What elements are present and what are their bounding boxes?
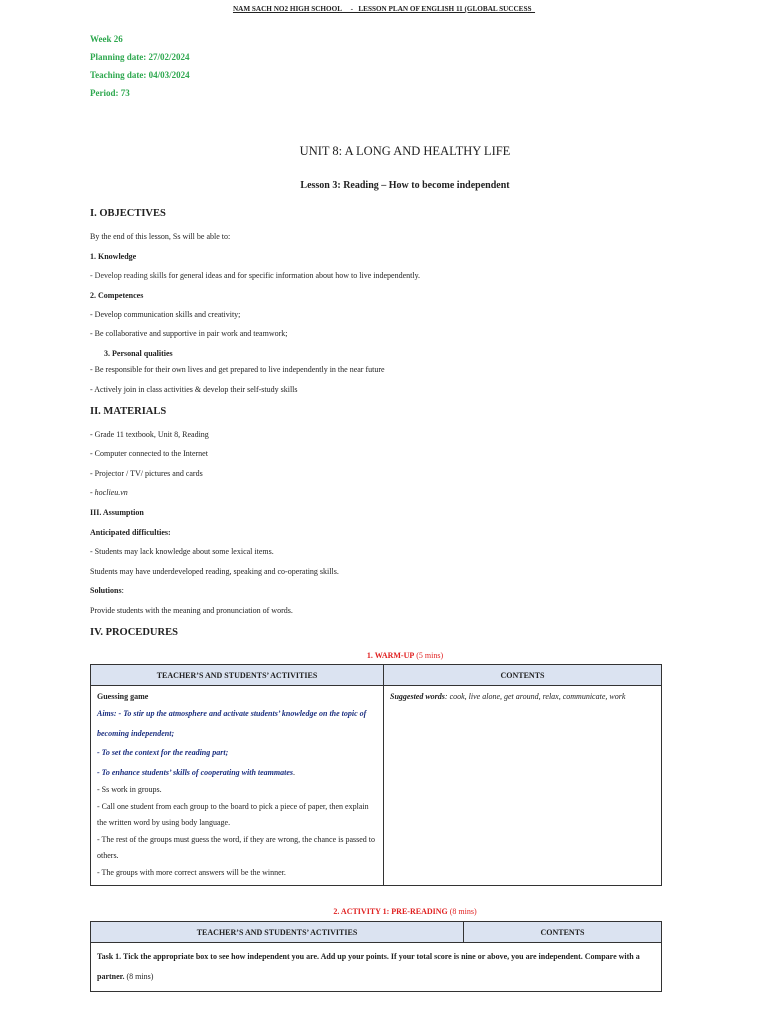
step-3b: others. [97, 851, 119, 860]
lesson-subtitle: Lesson 3: Reading – How to become independent [300, 180, 510, 191]
material-item-1: - Grade 11 textbook, Unit 8, Reading [90, 430, 209, 439]
suggested-list: : cook, live alone, get around, relax, communicate, work [444, 692, 626, 701]
warmup-col-activities: TEACHER’S AND STUDENTS’ ACTIVITIES [91, 665, 384, 686]
suggested-label: Suggested words [390, 692, 445, 701]
week-label: Week 26 [90, 34, 123, 44]
material-item-3: - Projector / TV/ pictures and cards [90, 469, 203, 478]
procedures-heading: IV. PROCEDURES [90, 627, 178, 638]
material-item-4-site: hoclieu.vn [94, 488, 128, 497]
prereading-table [90, 921, 662, 992]
document-header: NAM SACH NO2 HIGH SCHOOL - LESSON PLAN OF ENGLISH 11 (GLOBAL SUCCESS [232, 5, 536, 13]
step-2b: the written word by using body language. [97, 818, 231, 827]
step-1: - Ss work in groups. [97, 785, 162, 794]
competences-heading: 2. Competences [90, 291, 144, 300]
assumption-heading: III. Assumption [90, 508, 144, 517]
period-label: Period: 73 [90, 88, 130, 98]
solutions-heading [90, 586, 124, 595]
game-name: Guessing game [97, 692, 149, 701]
warmup-col-contents: CONTENTS [384, 665, 662, 686]
aims-line-1: Aims: - To stir up the atmosphere and activate students’ knowledge on the topic of [97, 709, 367, 718]
material-item-4-prefix: - [90, 488, 95, 497]
competence-item-2: - Be collaborative and supportive in pair work and teamwork; [90, 329, 288, 338]
difficulty-item-1: - Students may lack knowledge about some lexical items. [90, 547, 274, 556]
personal-quality-2: - Actively join in class activities & develop their self-study skills [90, 385, 298, 394]
material-item-4 [90, 488, 128, 497]
prereading-col-contents: CONTENTS [464, 922, 662, 943]
aims-line-4 [97, 763, 377, 783]
competence-item-1: - Develop communication skills and creativity; [90, 310, 241, 319]
warmup-label: 1. WARM-UP [366, 651, 415, 660]
warmup-time: (5 mins) [414, 651, 444, 660]
knowledge-item [90, 271, 420, 280]
task1-cell [91, 943, 662, 992]
knowledge-prefix: - Develop reading skills [90, 271, 167, 280]
materials-heading: II. MATERIALS [90, 406, 167, 417]
personal-qualities-heading: 3. Personal qualities [104, 349, 173, 358]
suggested-words [390, 690, 655, 704]
warmup-contents-cell [384, 686, 662, 886]
warmup-activities-cell [91, 686, 384, 886]
teaching-date: Teaching date: 04/03/2024 [90, 70, 190, 80]
step-4: - The groups with more correct answers will be the winner. [97, 867, 286, 877]
step-2a: - Call one student from each group to the board to pick a piece of paper, then explain [97, 801, 369, 811]
aims-line-4-text: - To enhance students’ skills of cooperating with teammates [97, 767, 294, 777]
difficulties-heading: Anticipated difficulties: [90, 528, 171, 537]
planning-date: Planning date: 27/02/2024 [90, 52, 190, 62]
unit-title: UNIT 8: A LONG AND HEALTHY LIFE [299, 144, 511, 158]
aims-line-3: - To set the context for the reading part; [97, 748, 229, 757]
knowledge-rest: for general ideas and for specific information about how to live independently. [166, 271, 421, 280]
prereading-col-activities: TEACHER’S AND STUDENTS’ ACTIVITIES [91, 922, 464, 943]
task1-time: (8 mins) [124, 972, 154, 981]
task1-line-2-text: partner. [97, 972, 125, 981]
aims-line-4-end: . [293, 767, 296, 777]
knowledge-heading: 1. Knowledge [90, 252, 137, 261]
warmup-table [90, 664, 662, 886]
difficulty-item-2: Students may have underdeveloped reading, speaking and co-operating skills. [90, 567, 339, 576]
personal-quality-1: - Be responsible for their own lives and get prepared to live independently in the near future [90, 365, 385, 374]
solution-item-1: Provide students with the meaning and pronunciation of words. [90, 606, 293, 615]
solutions-label: Solutions [90, 586, 122, 595]
step-3a: - The rest of the groups must guess the word, if they are wrong, the chance is passed to [97, 834, 376, 844]
prereading-time: (8 mins) [447, 907, 477, 916]
prereading-label: 2. ACTIVITY 1: PRE-READING [333, 907, 448, 916]
aims-line-2: becoming independent; [97, 728, 175, 738]
task1-line-2 [97, 967, 655, 987]
objectives-heading: I. OBJECTIVES [90, 208, 166, 219]
task1-line-1: Task 1. Tick the appropriate box to see how independent you are. Add up your points. If your total score is nine or above, you are independent. Compare with a [97, 952, 640, 961]
material-item-2: - Computer connected to the Internet [90, 449, 208, 458]
prereading-heading [0, 907, 768, 916]
warmup-heading [0, 651, 768, 660]
objectives-intro: By the end of this lesson, Ss will be able to: [90, 232, 231, 241]
solutions-colon: : [121, 586, 124, 595]
